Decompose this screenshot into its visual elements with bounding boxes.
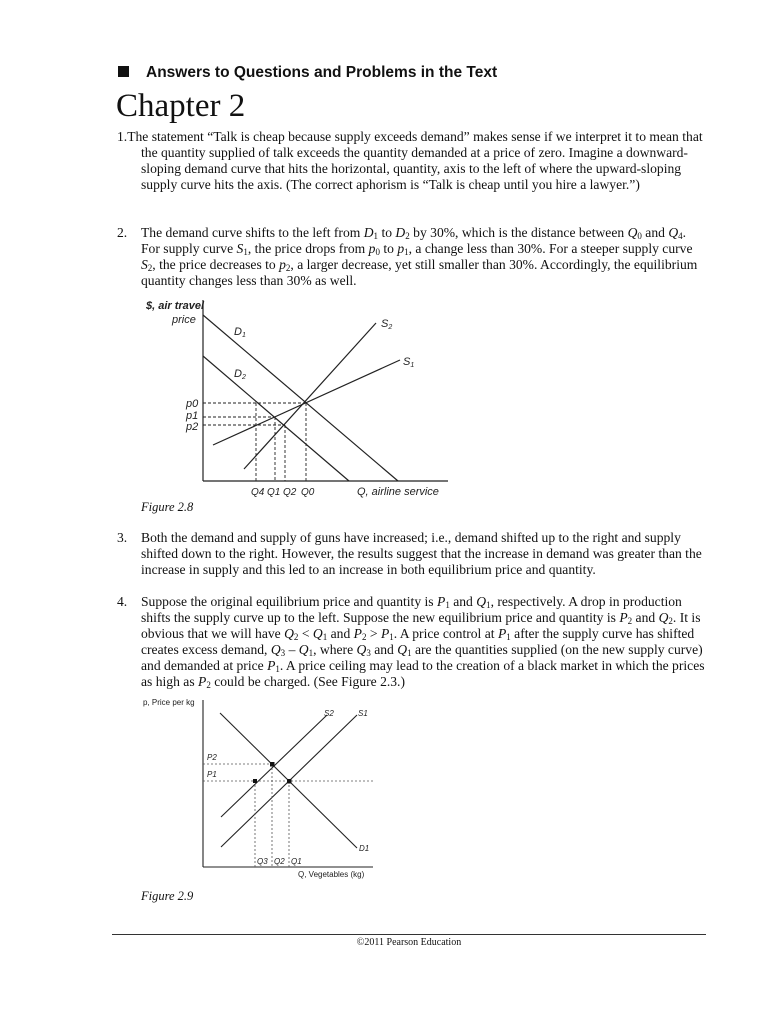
italic-symbol: Q <box>627 225 638 240</box>
subscript: 1 <box>506 632 511 642</box>
text-run: , the price decreases to <box>152 257 280 272</box>
text-run: are the quantities supplied (on the new supply curve) and demanded at price <box>141 642 703 673</box>
italic-symbol: D <box>363 225 374 240</box>
subscript: 3 <box>280 648 286 658</box>
italic-symbol: D <box>395 225 406 240</box>
label-s2: S2 <box>324 709 334 718</box>
text-run: . A price control at <box>393 626 498 641</box>
italic-symbol: Q <box>397 642 408 657</box>
italic-symbol: Q <box>298 642 309 657</box>
subscript: 1 <box>445 600 450 610</box>
x-axis-label: Q, Vegetables (kg) <box>298 870 365 879</box>
label-d1: D1 <box>359 844 370 853</box>
text-run: . For supply curve <box>141 225 687 256</box>
text-run: after the supply curve has shifted creates excess demand, <box>141 626 695 657</box>
text-run: and <box>632 610 659 625</box>
text-run: . It is obvious that we will have <box>141 610 701 641</box>
tick-p1: p1 <box>186 410 199 422</box>
tick-p2: P2 <box>207 753 217 762</box>
italic-symbol: Q <box>668 225 679 240</box>
subscript: 2 <box>285 263 291 273</box>
text-run: 1.The statement “Talk is cheap because supply exceeds demand” makes sense if we interpret it to mean that the quantity supplied of talk exceeds the quantity demanded at a price of zero. Imagine a downward-sloping demand curve that hits the horizontal, quantity, axis to the left of where the upward-sloping supply curve hits the axis. (The correct aphorism is “Talk is cheap until you hire a lawyer.”) <box>117 129 703 192</box>
chapter-title: Chapter 2 <box>116 88 246 124</box>
figure-2-9-caption: Figure 2.9 <box>141 889 194 903</box>
subscript: 1 <box>407 648 412 658</box>
italic-symbol: P <box>353 626 362 641</box>
italic-symbol: P <box>437 594 446 609</box>
tick-q1: Q1 <box>267 487 281 498</box>
text-run: and <box>641 225 669 240</box>
subscript: 3 <box>366 648 371 658</box>
italic-symbol: P <box>497 626 507 641</box>
text-run: . A price ceiling may lead to the creation of a black market in which the prices as high as <box>141 658 705 689</box>
subscript: 1 <box>373 231 379 241</box>
text-run: , the price drops from <box>247 241 369 256</box>
demand-curve-d1 <box>203 315 398 481</box>
tick-p0: p0 <box>186 398 199 410</box>
label-d2: D2 <box>234 368 246 381</box>
answer-number: 3. <box>117 530 128 545</box>
tick-q2: Q2 <box>283 487 297 498</box>
x-axis-label: Q, airline service <box>357 486 439 498</box>
subscript: 1 <box>486 600 491 610</box>
text-run: Both the demand and supply of guns have increased; i.e., demand shifted up to the right and supply shifted down to the right. However, the results suggest that the increase in demand was greater than the increase in supply and this led to an increase in both equilibrium price and quantity. <box>141 530 702 577</box>
figure-2-8-caption: Figure 2.8 <box>141 500 194 514</box>
point-q3 <box>253 779 257 783</box>
italic-symbol: S <box>236 241 244 256</box>
subscript: 2 <box>147 263 153 273</box>
italic-symbol: Q <box>476 594 487 609</box>
subscript: 2 <box>293 632 299 642</box>
point-equilibrium-1 <box>287 779 292 784</box>
subscript: 2 <box>668 616 673 626</box>
label-s1: S1 <box>403 356 415 369</box>
text-run: to <box>378 225 396 240</box>
y-axis-label: p, Price per kg <box>143 698 195 707</box>
tick-p2: p2 <box>186 421 199 433</box>
italic-symbol: Q <box>658 610 669 625</box>
tick-p1: P1 <box>207 770 217 779</box>
subscript: 1 <box>243 247 248 257</box>
demand-curve-d2 <box>203 356 349 481</box>
text-run: could be charged. (See Figure 2.3.) <box>210 674 405 689</box>
y-axis-label: price <box>172 314 196 326</box>
subscript: 4 <box>678 231 683 241</box>
answer-number: 4. <box>117 594 128 609</box>
footer-divider <box>112 934 706 935</box>
text-run: by 30%, which is the distance between <box>409 225 628 240</box>
italic-symbol: S <box>141 257 148 272</box>
text-run: > <box>366 626 381 641</box>
text-run: The demand curve shifts to the left from <box>141 225 364 240</box>
italic-symbol: Q <box>270 642 281 657</box>
section-heading-text: Answers to Questions and Problems in the Text <box>146 64 498 81</box>
italic-symbol: p <box>279 257 286 272</box>
subscript: 0 <box>637 231 642 241</box>
label-s1: S1 <box>358 709 368 718</box>
subscript: 2 <box>361 632 367 642</box>
figure-2-9 <box>203 700 373 867</box>
tick-q4: Q4 <box>251 487 265 498</box>
italic-symbol: P <box>198 674 207 689</box>
text-run: , a larger decrease, yet still smaller than 30%. Accordingly, the equilibrium quantity changes less than 30% as well. <box>141 257 698 288</box>
italic-symbol: p <box>397 241 405 256</box>
italic-symbol: P <box>267 658 276 673</box>
text-run: and <box>370 642 398 657</box>
subscript: 1 <box>322 632 328 642</box>
text-run: – <box>285 642 299 657</box>
label-d1: D1 <box>234 326 246 339</box>
subscript: 2 <box>206 680 211 690</box>
text-run: , a change less than 30%. For a steeper supply curve <box>408 241 693 256</box>
subscript: 0 <box>375 247 380 257</box>
text-run: , where <box>313 642 357 657</box>
answer-number: 2. <box>117 225 128 240</box>
italic-symbol: Q <box>356 642 367 657</box>
text-run: and <box>327 626 354 641</box>
italic-symbol: P <box>380 626 390 641</box>
text-run: and <box>449 594 477 609</box>
subscript: 1 <box>275 664 280 674</box>
subscript: 1 <box>404 247 409 257</box>
italic-symbol: P <box>619 610 628 625</box>
text-run: Suppose the original equilibrium price and quantity is <box>141 594 437 609</box>
subscript: 1 <box>308 648 314 658</box>
subscript: 2 <box>627 616 633 626</box>
tick-q2: Q2 <box>274 857 285 866</box>
italic-symbol: Q <box>284 626 294 641</box>
footer-copyright: ©2011 Pearson Education <box>356 937 462 948</box>
tick-q3: Q3 <box>257 857 268 866</box>
subscript: 1 <box>389 632 394 642</box>
subscript: 2 <box>405 231 410 241</box>
text-run: < <box>298 626 313 641</box>
label-s2: S2 <box>381 318 393 331</box>
text-run: , respectively. A drop in production shifts the supply curve up to the left. Suppose the new equilibrium price and quantity is <box>141 594 682 625</box>
tick-q0: Q0 <box>301 487 315 498</box>
y-axis-label: $, air travel <box>146 300 205 312</box>
point-equilibrium-2 <box>270 762 275 767</box>
tick-q1: Q1 <box>291 857 302 866</box>
italic-symbol: Q <box>312 626 323 641</box>
text-run: to <box>379 241 398 256</box>
italic-symbol: p <box>368 241 376 256</box>
